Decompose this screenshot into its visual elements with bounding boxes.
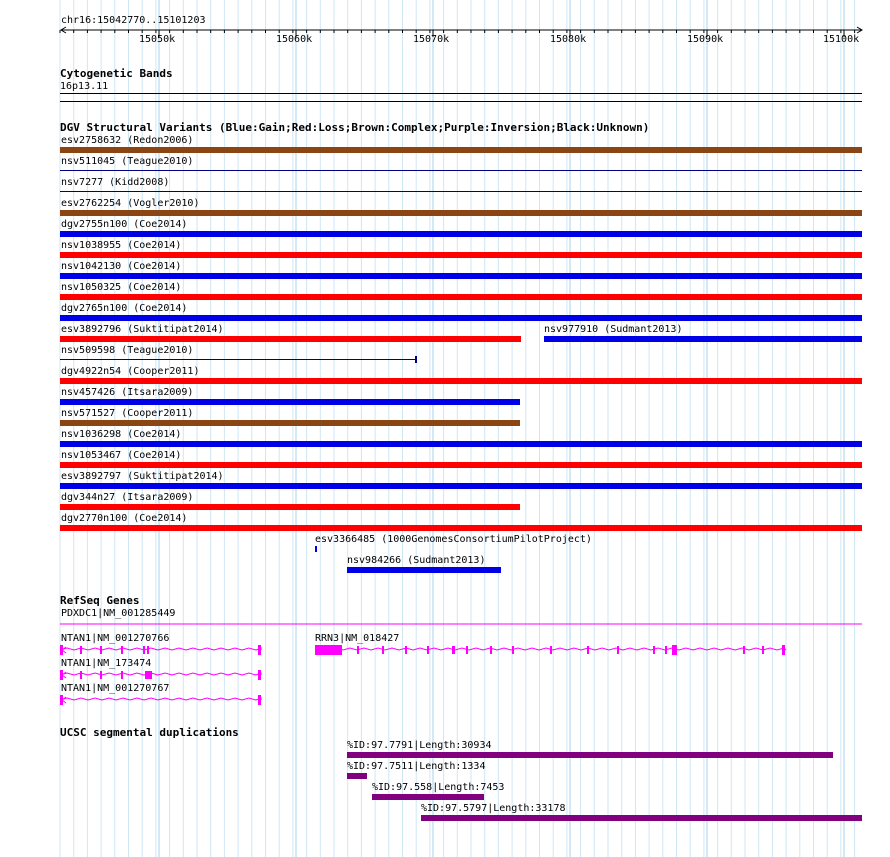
ntan1-a-exon xyxy=(143,646,145,654)
ntan1-b-exon xyxy=(145,671,152,679)
ntan1-c-intron-line xyxy=(60,698,261,700)
rrn3-exon xyxy=(490,646,492,654)
dgv-feature-label[interactable]: nsv509598 (Teague2010) xyxy=(61,345,194,356)
segdup-bar[interactable] xyxy=(347,752,833,758)
dgv-line-feature[interactable] xyxy=(60,359,416,360)
ruler-tick-label: 15050k xyxy=(139,34,176,45)
dgv-gain-bar[interactable] xyxy=(544,336,862,342)
rrn3-exon xyxy=(452,646,455,654)
segdup-bar[interactable] xyxy=(347,773,367,779)
ntan1-b-exon xyxy=(100,671,102,679)
track-title-dgv: DGV Structural Variants (Blue:Gain;Red:Loss;Brown:Complex;Purple:Inversion;Black:Unknown) xyxy=(60,121,650,134)
dgv-gain-bar[interactable] xyxy=(60,273,862,279)
gene-label[interactable]: PDXDC1|NM_001285449 xyxy=(61,608,176,619)
dgv-feature-label[interactable]: nsv1053467 (Coe2014) xyxy=(61,450,182,461)
dgv-loss-bar[interactable] xyxy=(60,462,862,468)
dgv-feature-label[interactable]: nsv977910 (Sudmant2013) xyxy=(544,324,683,335)
ruler-tick-label: 15100k xyxy=(823,34,860,45)
dgv-complex-bar[interactable] xyxy=(60,147,862,153)
dgv-line-end-tick xyxy=(415,356,417,363)
dgv-feature-label[interactable]: esv2762254 (Vogler2010) xyxy=(61,198,200,209)
rrn3-exon xyxy=(405,646,407,654)
rrn3-exon xyxy=(382,646,384,654)
dgv-feature-label[interactable]: nsv7277 (Kidd2008) xyxy=(61,177,170,188)
dgv-feature-label[interactable]: dgv344n27 (Itsara2009) xyxy=(61,492,194,503)
dgv-complex-bar[interactable] xyxy=(60,420,520,426)
ntan1-a-intron-line xyxy=(60,648,261,650)
dgv-feature-label[interactable]: nsv1042130 (Coe2014) xyxy=(61,261,182,272)
rrn3-exon xyxy=(512,646,514,654)
dgv-loss-bar[interactable] xyxy=(60,525,862,531)
rrn3-exon xyxy=(653,646,655,654)
dgv-loss-bar[interactable] xyxy=(60,378,862,384)
segdup-label[interactable]: %ID:97.7511|Length:1334 xyxy=(347,761,486,772)
dgv-feature-label[interactable]: dgv2755n100 (Coe2014) xyxy=(61,219,188,230)
gene-label[interactable]: NTAN1|NM_001270766 xyxy=(61,633,170,644)
dgv-gain-bar[interactable] xyxy=(60,315,862,321)
segdup-bar[interactable] xyxy=(372,794,484,800)
dgv-line-feature[interactable] xyxy=(60,191,862,192)
ntan1-a-exon xyxy=(147,646,149,654)
dgv-feature-label[interactable]: esv3892797 (Suktitipat2014) xyxy=(61,471,224,482)
dgv-feature-label[interactable]: dgv2770n100 (Coe2014) xyxy=(61,513,188,524)
rrn3-exon xyxy=(617,646,619,654)
dgv-feature-label[interactable]: dgv2765n100 (Coe2014) xyxy=(61,303,188,314)
dgv-gain-bar[interactable] xyxy=(347,567,501,573)
track-title-cytogenetic: Cytogenetic Bands xyxy=(60,67,173,80)
dgv-feature-label[interactable]: esv3366485 (1000GenomesConsortiumPilotProject) xyxy=(315,534,592,545)
cytoband-label: 16p13.11 xyxy=(60,81,109,92)
dgv-feature-label[interactable]: nsv1038955 (Coe2014) xyxy=(61,240,182,251)
segdup-label[interactable]: %ID:97.558|Length:7453 xyxy=(372,782,505,793)
rrn3-exon xyxy=(427,646,429,654)
ntan1-a-exon xyxy=(258,645,261,655)
segdup-bar[interactable] xyxy=(421,815,862,821)
rrn3-exon xyxy=(782,645,785,655)
ntan1-b-exon xyxy=(121,671,123,679)
dgv-loss-bar[interactable] xyxy=(60,294,862,300)
gene-label[interactable]: RRN3|NM_018427 xyxy=(315,633,400,644)
track-title-refseq: RefSeq Genes xyxy=(60,594,140,607)
dgv-gain-bar[interactable] xyxy=(60,483,862,489)
dgv-gain-bar[interactable] xyxy=(60,231,862,237)
dgv-feature-label[interactable]: dgv4922n54 (Cooper2011) xyxy=(61,366,200,377)
dgv-feature-label[interactable]: esv3892796 (Suktitipat2014) xyxy=(61,324,224,335)
segdup-label[interactable]: %ID:97.5797|Length:33178 xyxy=(421,803,566,814)
dgv-feature-label[interactable]: nsv1050325 (Coe2014) xyxy=(61,282,182,293)
ntan1-a-exon xyxy=(100,646,102,654)
rrn3-exon xyxy=(357,646,359,654)
ntan1-b-intron-line xyxy=(60,673,261,675)
ruler-position-label: chr16:15042770..15101203 xyxy=(61,15,206,26)
dgv-gain-bar[interactable] xyxy=(315,546,317,552)
ntan1-c-exon xyxy=(258,695,261,705)
rrn3-exon xyxy=(743,646,745,654)
rrn3-exon xyxy=(466,646,468,654)
dgv-loss-bar[interactable] xyxy=(60,252,862,258)
ruler-tick-label: 15060k xyxy=(276,34,313,45)
dgv-feature-label[interactable]: nsv984266 (Sudmant2013) xyxy=(347,555,486,566)
dgv-complex-bar[interactable] xyxy=(60,210,862,216)
dgv-loss-bar[interactable] xyxy=(60,336,521,342)
dgv-gain-bar[interactable] xyxy=(60,441,862,447)
rrn3-exon xyxy=(665,646,667,654)
dgv-feature-label[interactable]: nsv1036298 (Coe2014) xyxy=(61,429,182,440)
dgv-gain-bar[interactable] xyxy=(60,399,520,405)
dgv-line-feature[interactable] xyxy=(60,170,862,171)
cytoband-line-top xyxy=(60,93,862,94)
segdup-label[interactable]: %ID:97.7791|Length:30934 xyxy=(347,740,492,751)
dgv-loss-bar[interactable] xyxy=(60,504,520,510)
ntan1-b-exon xyxy=(258,670,261,680)
ruler-tick-label: 15080k xyxy=(550,34,587,45)
ruler-tick-label: 15070k xyxy=(413,34,450,45)
gene-label[interactable]: NTAN1|NM_001270767 xyxy=(61,683,170,694)
rrn3-exon xyxy=(672,645,677,655)
gene-label[interactable]: NTAN1|NM_173474 xyxy=(61,658,152,669)
rrn3-exon xyxy=(587,646,589,654)
track-title-segdup: UCSC segmental duplications xyxy=(60,726,239,739)
dgv-feature-label[interactable]: nsv457426 (Itsara2009) xyxy=(61,387,194,398)
ntan1-b-exon xyxy=(80,671,82,679)
dgv-feature-label[interactable]: nsv571527 (Cooper2011) xyxy=(61,408,194,419)
ntan1-a-exon xyxy=(121,646,123,654)
cytoband-line-bottom xyxy=(60,101,862,102)
rrn3-exon xyxy=(762,646,764,654)
ruler-tick-label: 15090k xyxy=(687,34,724,45)
dgv-feature-label[interactable]: esv2758632 (Redon2006) xyxy=(61,135,194,146)
rrn3-exon xyxy=(550,646,552,654)
rrn3-exon xyxy=(315,645,342,655)
ntan1-a-exon xyxy=(80,646,82,654)
dgv-feature-label[interactable]: nsv511045 (Teague2010) xyxy=(61,156,194,167)
